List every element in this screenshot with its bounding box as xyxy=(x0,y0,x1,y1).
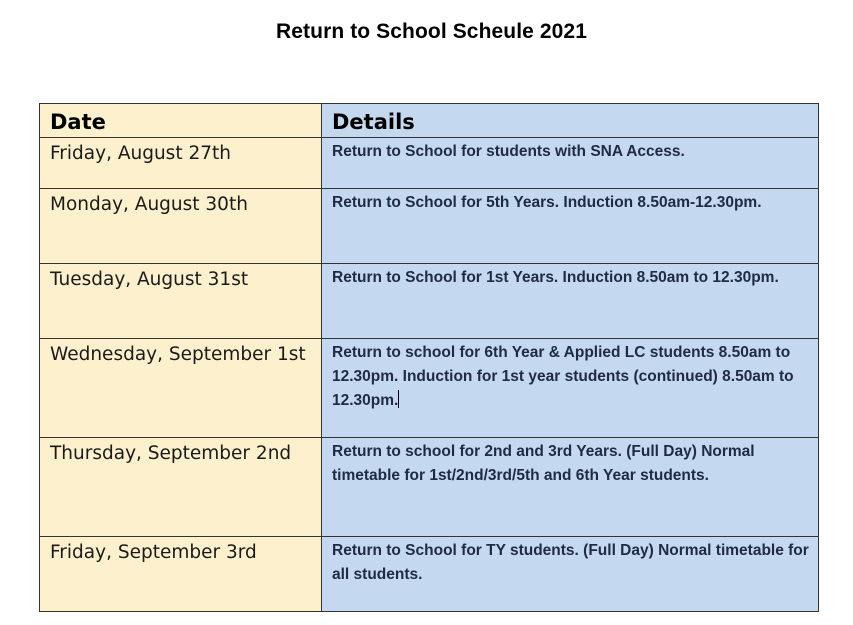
page-title: Return to School Scheule 2021 xyxy=(276,20,587,43)
table-row xyxy=(40,438,819,537)
details-cell: Return to School for TY students. (Full Day) Normal timetable for all students. xyxy=(322,537,819,612)
schedule-table xyxy=(39,103,819,612)
table-row xyxy=(40,339,819,438)
text-cursor xyxy=(398,390,399,408)
table-row xyxy=(40,264,819,339)
table-row xyxy=(40,189,819,264)
date-cell: Thursday, September 2nd xyxy=(40,438,322,537)
details-text: Return to school for 6th Year & Applied LC students 8.50am to 12.30pm. Induction for 1st year students (continued) 8.50am to 12.30pm. xyxy=(332,344,794,409)
table-row xyxy=(40,138,819,189)
details-cell[interactable] xyxy=(322,339,819,438)
table-header-row xyxy=(40,104,819,138)
details-cell: Return to school for 2nd and 3rd Years. (Full Day) Normal timetable for 1st/2nd/3rd/5th and 6th Year students. xyxy=(322,438,819,537)
date-cell: Wednesday, September 1st xyxy=(40,339,322,438)
date-cell: Friday, August 27th xyxy=(40,138,322,189)
details-column-header: Details xyxy=(322,104,819,138)
table-row xyxy=(40,537,819,612)
date-cell: Friday, September 3rd xyxy=(40,537,322,612)
details-cell: Return to School for 1st Years. Induction 8.50am to 12.30pm. xyxy=(322,264,819,339)
details-cell: Return to School for students with SNA Access. xyxy=(322,138,819,189)
details-cell: Return to School for 5th Years. Induction 8.50am-12.30pm. xyxy=(322,189,819,264)
date-column-header: Date xyxy=(40,104,322,138)
date-cell: Tuesday, August 31st xyxy=(40,264,322,339)
date-cell: Monday, August 30th xyxy=(40,189,322,264)
